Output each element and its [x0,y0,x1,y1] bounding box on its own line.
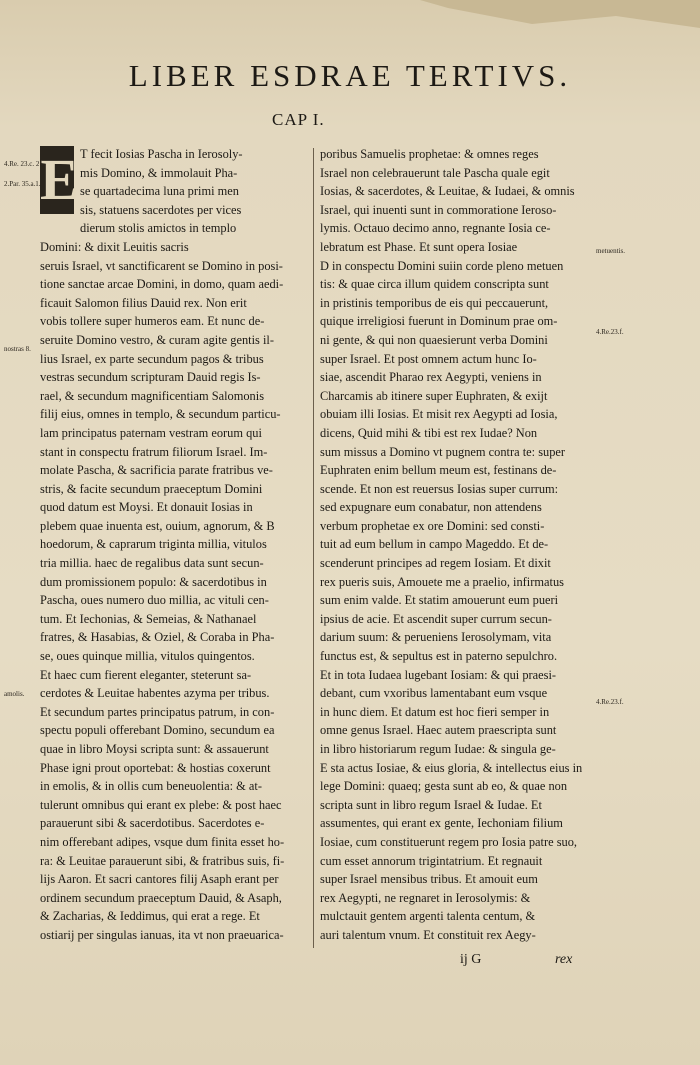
text-line: molate Pascha, & sacrificia parate fratribus ve- [40,463,273,478]
text-line: siae, ascendit Pharao rex Aegypti, veniens in [320,370,542,385]
text-line: fratres, & Hasabias, & Oziel, & Coraba in Pha- [40,630,275,645]
text-line: in emolis, & in ollis cum beneuolentia: & at- [40,779,262,794]
text-line: sed expugnare eum conabatur, non attendens [320,500,542,515]
margin-reference: metuentis. [596,247,625,255]
text-line: Phase igni prout oportebat: & hostias coxerunt [40,760,271,775]
text-line: stris, & facite secundum praeceptum Domini [40,481,263,496]
text-line: scenderunt principes ad regem Iosiam. Et dixit [320,556,551,571]
text-line: sum missus a Domino vt pugnem contra te: super [320,444,566,459]
margin-reference: 4.Re.23.f. [596,328,624,336]
text-line: lymis. Octauo decimo anno, regnante Iosia ce- [320,221,551,236]
text-line: mis Domino, & immolauit Pha- [80,165,238,180]
text-line: scripta sunt in libro regum Israel & Iudae. Et [320,797,542,812]
text-line: spectu populi offerebant Domino, secundum ea [40,723,275,738]
text-line: omne genus Israel. Haec autem praescripta sunt [320,723,557,738]
text-line: plebem quae inuenta est, ouium, agnorum, & B [40,518,275,533]
text-line: & Zacharias, & Ieddimus, qui erat a rege. Et [40,909,260,924]
text-line: ra: & Leuitae parauerunt sibi, & fratribus suis, fi- [40,853,285,868]
text-line: sum enim valde. Et statim amouerunt eum pueri [320,593,559,608]
text-line: lius Israel, ex parte secundum pagos & tribus [40,351,264,366]
chapter-heading: CAP I. [272,110,325,129]
drop-cap-initial: E [40,147,79,212]
text-line: obuiam illi Iosias. Et misit rex Aegypti ad Iosia, [320,407,558,422]
text-line: assumentes, qui erant ex gente, Iechoniam filium [320,816,563,831]
text-line: seruite Domino vestro, & curam agite gentis il- [40,332,274,347]
text-line: ni gente, & qui non quaesierunt verba Domini [320,332,548,347]
text-line: in libro historiarum regum Iudae: & singula ge- [320,742,556,756]
right-column [320,145,588,945]
text-line: rex pueris suis, Amouete me a praelio, infirmatus [320,574,564,589]
text-line: stant in conspectu fratrum filiorum Israel. Im- [40,444,268,459]
text-line: ostiarij per singulas ianuas, ita vt non praeuarica- [40,927,284,942]
catchword: rex [555,952,573,967]
text-line: super Israel mensibus tribus. Et amouit eum [320,872,538,887]
text-line: tulerunt omnibus qui erant ex plebe: & post haec [40,797,282,812]
text-line: tione sanctae arcae Domini, in domo, quam aedi- [40,277,284,292]
text-line: functus est, & sepultus est in paterno sepulchro. [320,649,558,664]
margin-reference: 2.Par. 35.a.1. [4,180,41,188]
text-line: D in conspectu Domini suiin corde pleno metuen [320,258,564,273]
margin-reference: nostras 8. [4,345,31,353]
text-line: filij eius, omnes in templo, & secundum particu- [40,407,281,422]
text-line: Charcamis ab itinere super Euphraten, & exijt [320,388,548,403]
text-line: lebratum est Phase. Et sunt opera Iosiae [320,239,518,254]
text-line: Iosiae, cum constituerunt regem pro Iosia patre suo, [320,834,578,849]
text-line: seruis Israel, vt sanctificarent se Domino in posi- [40,258,283,273]
text-line: Pascha, oues numero duo millia, ac vituli cen- [40,593,269,608]
margin-reference: 4.Re. 23.c. 21. [4,160,45,168]
column-divider [313,148,314,948]
left-column [40,145,308,945]
text-line: poribus Samuelis prophetae: & omnes reges [320,147,539,161]
signature-mark: ij G [460,952,482,967]
text-line: tuit ad eum bellum in campo Mageddo. Et de- [320,537,549,552]
text-line: tria millia. haec de regalibus data sunt secun- [40,556,264,571]
text-line: sis, statuens sacerdotes per vices [80,202,242,217]
text-line: se quartadecima luna primi men [80,184,239,199]
text-line: hoedorum, & caprarum triginta millia, vitulos [40,537,267,552]
text-line: Israel non celebrauerunt tale Pascha quale egit [320,165,550,180]
text-line: E sta actus Iosiae, & eius gloria, & intellectus eius in [320,760,583,775]
text-line: dum promissionem populo: & sacerdotibus in [40,574,267,589]
margin-reference: amolis. [4,690,25,698]
text-line: cum esset annorum trigintatrium. Et regnauit [320,853,543,868]
page-title: LIBER ESDRAE TERTIVS. [128,58,572,93]
text-line: verbum prophetae ex ore Domini: sed consti- [320,518,545,533]
text-line: Et haec cum fierent eleganter, steterunt sa- [40,667,252,682]
text-line: Et in tota Iudaea lugebant Iosiam: & qui praesi- [320,667,557,682]
text-line: T fecit Iosias Pascha in Ierosoly- [80,147,243,161]
text-line: auri talentum vnum. Et constituit rex Aegy- [320,927,536,942]
text-line: darium suum: & perueniens Ierosolymam, vita [320,630,552,645]
text-line: dierum stolis amictos in templo [80,221,237,236]
text-line: quae in libro Moysi scripta sunt: & assauerunt [40,742,269,756]
text-line: parauerunt sibi & sacerdotibus. Sacerdotes e- [40,816,265,831]
text-line: ordinem secundum praeceptum Dauid, & Asaph, [40,890,282,905]
text-line: Euphraten enim bellum meum est, festinans de- [320,463,557,478]
text-line: vestras secundum scripturam Dauid regis Is- [40,370,261,385]
text-line: debant, cum vxoribus lamentabant eum vsque [320,686,548,701]
margin-reference: 4.Re.23.f. [596,698,624,706]
text-line: scende. Et non est reuersus Iosias super currum: [320,481,559,496]
text-line: ipsius de acie. Et ascendit super currum secun- [320,611,552,626]
text-line: vobis tollere super humeros eam. Et nunc de- [40,314,265,329]
text-line: cerdotes & Leuitae habentes azyma per tribus. [40,686,270,701]
text-line: quod datum est Moysi. Et donauit Iosias in [40,500,253,515]
text-line: Israel, qui inuenti sunt in commoratione Ieroso- [320,202,557,217]
text-line: in hunc diem. Et datum est hoc fieri semper in [320,704,550,719]
text-line: lijs Aaron. Et sacri cantores filij Asaph erant per [40,872,279,887]
text-line: dicens, Quid mihi & tibi est rex Iudae? Non [320,425,538,440]
text-line: in pristinis temporibus de eis qui peccauerunt, [320,295,549,310]
text-line: lam principatus paternam vestram eorum qui [40,425,262,440]
text-line: super Israel. Et post omnem actum hunc Io- [320,351,537,366]
torn-edge [420,0,700,40]
text-line: Iosias, & sacerdotes, & Leuitae, & Iudaei, & omnis [320,184,575,199]
text-line: nim offerebant adipes, vsque dum finita esset ho- [40,834,285,849]
text-line: lege Domini: quaeq; gesta sunt ab eo, & quae non [320,779,568,794]
text-line: Et secundum partes principatus patrum, in con- [40,704,275,719]
text-line: tis: & quae circa illum quidem conscripta sunt [320,277,549,292]
text-line: mulctauit gentem argenti talenta centum, & [320,909,536,924]
text-line: Domini: & dixit Leuitis sacris [40,239,189,254]
text-line: ficauit Salomon filius Dauid rex. Non erit [40,295,247,310]
text-line: quique irreligiosi fuerunt in Dominum prae om- [320,314,558,329]
text-line: tum. Et Iechonias, & Semeias, & Nathanael [40,611,257,626]
text-line: se, oues quinque millia, vitulos quingentos. [40,649,255,664]
text-line: rael, & secundum magnificentiam Salomonis [40,388,265,403]
text-line: rex Aegypti, ne regnaret in Ierosolymis: & [320,890,531,905]
